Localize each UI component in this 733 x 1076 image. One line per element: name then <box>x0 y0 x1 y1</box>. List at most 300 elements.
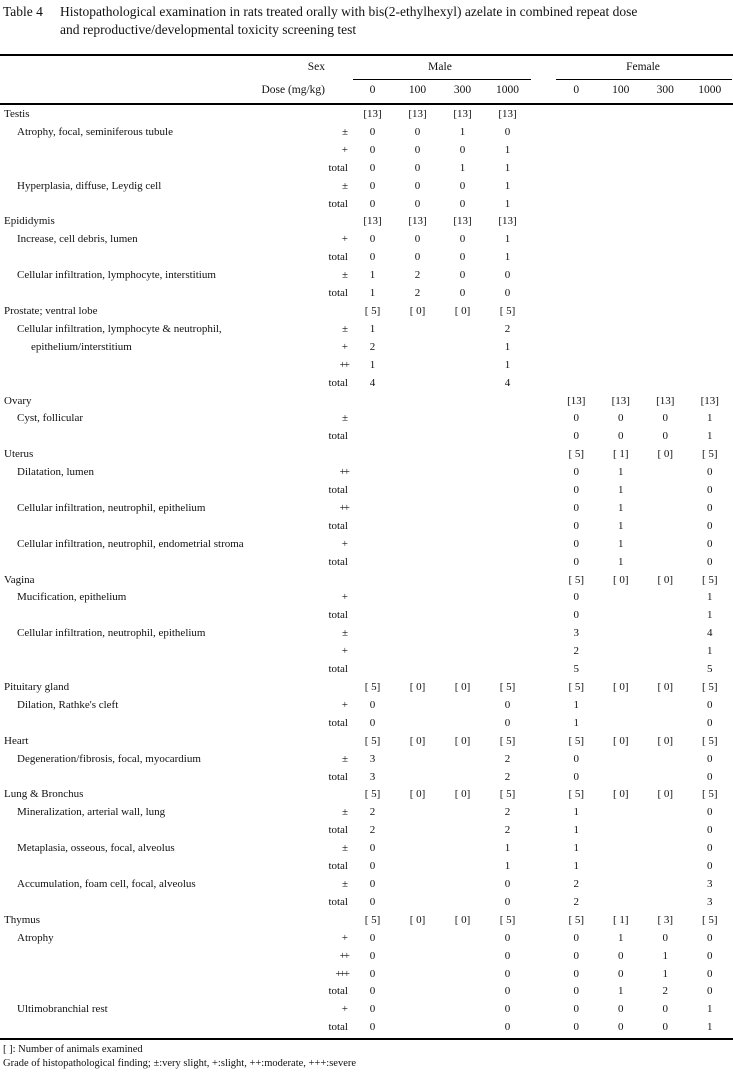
grade-cell: ++ <box>339 501 348 514</box>
grade-cell: total <box>328 197 348 210</box>
grade-cell <box>301 572 350 590</box>
grade-cell: total <box>328 555 348 568</box>
male-value-cell: [13] <box>453 215 472 228</box>
male-value-cell <box>395 1001 440 1019</box>
female-value-cell: 3 <box>707 895 713 908</box>
male-value-cell: 1 <box>459 125 466 138</box>
finding-label <box>0 769 301 787</box>
male-value-cell: 0 <box>459 269 466 282</box>
female-value-cell <box>643 375 688 393</box>
male-value-cell <box>350 643 395 661</box>
female-value-cell <box>599 231 644 249</box>
female-value-cell: 0 <box>573 537 579 550</box>
female-value-cell: 1 <box>573 698 579 711</box>
finding-label: Lung & Bronchus <box>4 788 84 801</box>
male-value-cell: 1 <box>504 161 511 174</box>
header-row-sex <box>0 59 733 76</box>
grade-cell <box>301 679 350 697</box>
finding-label: Ultimobranchial rest <box>17 1003 108 1016</box>
grade-cell: total <box>328 1021 348 1034</box>
group-gap <box>530 733 554 751</box>
male-value-cell: [ 5] <box>499 681 516 693</box>
male-value-cell: 0 <box>504 287 511 300</box>
group-gap <box>530 625 554 643</box>
table-row <box>0 267 733 285</box>
group-gap <box>530 249 554 267</box>
female-value-cell <box>599 840 644 858</box>
male-value-cell <box>485 661 530 679</box>
table-row <box>0 375 733 393</box>
male-value-cell <box>395 751 440 769</box>
female-value-cell <box>599 178 644 196</box>
male-value-cell <box>485 518 530 536</box>
finding-label <box>0 983 301 1001</box>
male-value-cell <box>395 339 440 357</box>
dose-label: Dose (mg/kg) <box>261 84 325 96</box>
male-value-cell <box>395 464 440 482</box>
grade-cell: + <box>341 931 348 944</box>
female-value-cell: [ 0] <box>657 573 674 586</box>
male-value-cell <box>440 751 485 769</box>
female-value-cell: [ 5] <box>568 734 585 747</box>
table-row <box>0 554 733 572</box>
group-gap <box>530 804 554 822</box>
table-row <box>0 983 733 1001</box>
male-value-cell <box>440 643 485 661</box>
female-value-cell: 0 <box>707 537 713 550</box>
male-value-cell: 2 <box>504 770 511 783</box>
finding-label: Dilation, Rathke's cleft <box>17 698 119 711</box>
male-value-cell: 0 <box>369 197 376 210</box>
finding-label <box>0 661 301 679</box>
female-value-cell <box>688 285 733 303</box>
finding-label: Atrophy, focal, seminiferous tubule <box>17 125 173 138</box>
table-row <box>0 804 733 822</box>
female-value-cell <box>688 303 733 321</box>
female-value-cell: 2 <box>573 645 579 658</box>
finding-label <box>0 375 301 393</box>
group-gap <box>530 106 554 124</box>
female-value-cell: 1 <box>618 466 624 479</box>
finding-label: Heart <box>4 734 29 747</box>
table-row <box>0 589 733 607</box>
finding-label: Mineralization, arterial wall, lung <box>17 806 166 819</box>
grade-cell: + <box>341 698 348 711</box>
male-value-cell: 1 <box>504 340 511 353</box>
grade-cell: ++ <box>339 358 348 371</box>
female-value-cell: 1 <box>618 501 624 514</box>
grade-cell: + <box>341 591 348 604</box>
male-value-cell <box>395 715 440 733</box>
female-value-cell: 0 <box>707 860 713 873</box>
female-value-cell: 1 <box>662 949 668 962</box>
female-value-cell <box>599 607 644 625</box>
female-value-cell <box>643 124 688 142</box>
male-value-cell <box>440 661 485 679</box>
female-value-cell <box>554 124 599 142</box>
footnote-brackets: [ ]: Number of animals examined <box>3 1044 143 1055</box>
finding-label: Ovary <box>4 394 32 407</box>
male-value-cell: 1 <box>504 179 511 192</box>
finding-label <box>0 428 301 446</box>
male-value-cell <box>395 804 440 822</box>
finding-label: Cellular infiltration, neutrophil, epithelium <box>17 627 206 640</box>
group-gap <box>530 786 554 804</box>
male-value-cell <box>395 446 440 464</box>
grade-cell <box>301 106 350 124</box>
female-value-cell: 1 <box>573 806 579 819</box>
male-value-cell: 0 <box>414 251 421 264</box>
finding-label: Testis <box>4 108 30 120</box>
female-value-cell: [13] <box>656 394 675 407</box>
male-value-cell: 2 <box>369 340 376 353</box>
male-value-cell: [ 0] <box>409 734 426 747</box>
male-value-cell <box>395 858 440 876</box>
group-gap <box>530 267 554 285</box>
female-value-cell <box>599 894 644 912</box>
male-value-cell: 0 <box>369 985 376 998</box>
group-gap <box>530 1001 554 1019</box>
female-value-cell: [ 0] <box>612 573 629 586</box>
male-value-cell: [13] <box>363 215 382 228</box>
male-dose-header: 1000 <box>496 84 519 96</box>
female-dose-header: 300 <box>656 84 674 96</box>
female-value-cell <box>599 697 644 715</box>
caption-line-1: Histopathological examination in rats treated orally with bis(2-ethylhexyl) azelate in combined repeat dose <box>60 4 638 19</box>
table-row <box>0 733 733 751</box>
male-value-cell <box>485 500 530 518</box>
female-value-cell <box>599 339 644 357</box>
male-value-cell <box>440 518 485 536</box>
female-value-cell <box>643 213 688 231</box>
male-value-cell <box>350 589 395 607</box>
male-value-cell: [ 5] <box>364 734 381 747</box>
female-value-cell <box>599 285 644 303</box>
grade-cell: + <box>341 233 348 246</box>
female-value-cell: [ 0] <box>612 734 629 747</box>
male-value-cell <box>440 840 485 858</box>
finding-label: Thymus <box>4 913 41 926</box>
female-value-cell: 0 <box>662 1021 668 1034</box>
group-gap <box>530 715 554 733</box>
male-value-cell <box>395 966 440 984</box>
footnote-grades: Grade of histopathological finding; ±:very slight, +:slight, ++:moderate, +++:severe <box>3 1057 357 1069</box>
male-value-cell: 1 <box>504 358 511 371</box>
female-value-cell <box>599 625 644 643</box>
female-value-cell: 0 <box>573 985 579 998</box>
grade-cell <box>301 303 350 321</box>
male-value-cell <box>440 589 485 607</box>
male-value-cell: [ 0] <box>454 913 471 926</box>
finding-label: Uterus <box>4 448 34 461</box>
male-value-cell: [ 5] <box>499 913 516 926</box>
finding-label <box>0 285 301 303</box>
table-row <box>0 124 733 142</box>
female-value-cell: 0 <box>573 555 579 568</box>
male-value-cell <box>395 357 440 375</box>
female-value-cell: 0 <box>707 698 713 711</box>
male-value-cell: 0 <box>504 949 511 962</box>
male-value-cell <box>440 715 485 733</box>
female-value-cell <box>643 106 688 124</box>
female-value-cell <box>554 321 599 339</box>
table-row <box>0 786 733 804</box>
male-value-cell <box>395 822 440 840</box>
grade-cell: ± <box>341 322 348 335</box>
finding-label <box>0 894 301 912</box>
female-value-cell <box>554 303 599 321</box>
finding-label <box>0 822 301 840</box>
group-gap <box>530 357 554 375</box>
grade-cell: ± <box>341 877 348 890</box>
female-value-cell: [ 5] <box>568 448 585 461</box>
female-value-cell: 1 <box>573 716 579 729</box>
male-value-cell: 0 <box>504 125 511 138</box>
male-value-cell: 1 <box>369 287 376 300</box>
male-value-cell <box>350 482 395 500</box>
male-value-cell: [13] <box>498 215 517 228</box>
female-value-cell: 3 <box>573 627 579 640</box>
finding-label <box>0 196 301 214</box>
female-value-cell: 1 <box>707 591 713 604</box>
female-value-cell <box>554 142 599 160</box>
sex-label: Sex <box>307 61 325 73</box>
table-row <box>0 339 733 357</box>
male-value-cell <box>350 518 395 536</box>
male-value-cell <box>395 375 440 393</box>
female-value-cell <box>643 339 688 357</box>
group-gap <box>530 518 554 536</box>
female-value-cell: [ 0] <box>657 681 674 693</box>
male-value-cell: [ 0] <box>454 788 471 801</box>
caption-line-2: and reproductive/developmental toxicity screening test <box>60 21 357 37</box>
female-value-cell: [13] <box>567 394 586 407</box>
female-value-cell: 1 <box>573 824 579 837</box>
male-dose-header: 100 <box>408 84 427 96</box>
grade-cell: + <box>341 143 348 156</box>
male-value-cell <box>395 321 440 339</box>
female-value-cell <box>599 661 644 679</box>
female-value-cell <box>643 464 688 482</box>
male-value-cell <box>350 393 395 411</box>
grade-cell: total <box>328 663 348 676</box>
finding-label: Cellular infiltration, neutrophil, endometrial stroma <box>17 537 244 550</box>
group-gap <box>530 321 554 339</box>
male-value-cell: 0 <box>369 967 376 980</box>
female-value-cell <box>643 196 688 214</box>
female-value-cell <box>554 213 599 231</box>
grade-cell: total <box>328 376 348 389</box>
male-value-cell <box>440 464 485 482</box>
male-value-cell: [ 0] <box>409 681 426 693</box>
male-value-cell <box>440 482 485 500</box>
table-row <box>0 679 733 697</box>
female-value-cell: 0 <box>707 466 713 479</box>
female-value-cell: 0 <box>662 931 668 944</box>
male-value-cell <box>395 589 440 607</box>
table-row <box>0 751 733 769</box>
male-value-cell <box>395 983 440 1001</box>
male-value-cell <box>350 428 395 446</box>
male-value-cell: 1 <box>459 161 466 174</box>
female-value-cell <box>688 106 733 124</box>
female-value-cell <box>643 285 688 303</box>
female-value-cell: 3 <box>707 877 713 890</box>
female-value-cell <box>688 375 733 393</box>
female-value-cell: 0 <box>707 824 713 837</box>
male-value-cell <box>350 554 395 572</box>
female-value-cell <box>643 715 688 733</box>
female-value-cell: [ 5] <box>701 734 718 747</box>
group-gap <box>530 142 554 160</box>
male-value-cell: 0 <box>369 860 376 873</box>
male-value-cell: 1 <box>504 143 511 156</box>
table-header <box>0 54 733 105</box>
group-gap <box>530 375 554 393</box>
male-value-cell: 0 <box>414 161 421 174</box>
male-value-cell: 0 <box>369 161 376 174</box>
male-value-cell <box>440 410 485 428</box>
female-value-cell <box>554 196 599 214</box>
grade-cell <box>301 912 350 930</box>
finding-label <box>0 554 301 572</box>
grade-cell: + <box>341 1003 348 1016</box>
finding-label: Mucification, epithelium <box>17 591 127 604</box>
male-value-cell: [ 5] <box>499 788 516 801</box>
male-value-cell: 0 <box>459 197 466 210</box>
male-value-cell <box>395 697 440 715</box>
male-value-cell: 3 <box>369 752 376 765</box>
finding-label <box>0 142 301 160</box>
table-row <box>0 1001 733 1019</box>
male-value-cell <box>440 339 485 357</box>
male-value-cell: 0 <box>504 967 511 980</box>
male-value-cell: 0 <box>504 1003 511 1016</box>
grade-cell: total <box>328 161 348 174</box>
male-value-cell <box>485 464 530 482</box>
male-value-cell <box>395 428 440 446</box>
female-value-cell: 0 <box>707 985 713 998</box>
male-value-cell: 2 <box>414 269 421 282</box>
female-value-cell <box>643 482 688 500</box>
female-value-cell: 0 <box>662 1003 668 1016</box>
group-gap <box>530 769 554 787</box>
female-value-cell: 0 <box>707 555 713 568</box>
female-value-cell: 0 <box>707 752 713 765</box>
finding-label <box>0 948 301 966</box>
female-value-cell: 1 <box>618 985 624 998</box>
female-value-cell <box>643 267 688 285</box>
female-value-cell: [13] <box>700 394 719 407</box>
male-value-cell <box>485 554 530 572</box>
male-value-cell: 2 <box>369 824 376 837</box>
female-value-cell <box>599 142 644 160</box>
male-value-cell: 1 <box>504 251 511 264</box>
table-row <box>0 410 733 428</box>
female-value-cell <box>554 267 599 285</box>
female-value-cell: 1 <box>618 519 624 532</box>
table-row <box>0 106 733 124</box>
female-value-cell: 0 <box>618 1003 624 1016</box>
male-value-cell <box>350 464 395 482</box>
female-value-cell <box>643 661 688 679</box>
female-value-cell <box>643 607 688 625</box>
male-value-cell <box>440 446 485 464</box>
male-value-cell: [ 0] <box>454 734 471 747</box>
female-value-cell: 0 <box>573 412 579 425</box>
male-value-cell <box>440 1019 485 1037</box>
finding-label: Metaplasia, osseous, focal, alveolus <box>17 842 175 855</box>
female-value-cell <box>599 196 644 214</box>
female-value-cell: 5 <box>573 663 579 676</box>
group-gap <box>530 572 554 590</box>
male-value-cell: 2 <box>504 322 511 335</box>
finding-label <box>0 357 301 375</box>
female-value-cell: 0 <box>707 842 713 855</box>
male-value-cell <box>395 554 440 572</box>
group-gap <box>530 464 554 482</box>
male-value-cell: [ 0] <box>409 913 426 926</box>
male-value-cell: 0 <box>414 125 421 138</box>
table-row <box>0 912 733 930</box>
female-value-cell <box>599 357 644 375</box>
male-value-cell <box>395 643 440 661</box>
finding-label <box>0 160 301 178</box>
grade-cell <box>301 733 350 751</box>
male-value-cell <box>440 697 485 715</box>
female-value-cell <box>643 804 688 822</box>
group-gap <box>530 697 554 715</box>
table-row <box>0 196 733 214</box>
female-value-cell: [ 1] <box>612 913 629 926</box>
male-value-cell: 1 <box>504 860 511 873</box>
male-group-underline <box>353 79 531 80</box>
grade-cell: total <box>328 519 348 532</box>
female-value-cell <box>554 357 599 375</box>
table-row <box>0 643 733 661</box>
female-value-cell: 0 <box>662 412 668 425</box>
grade-cell: total <box>328 895 348 908</box>
male-value-cell: 0 <box>369 143 376 156</box>
male-value-cell <box>395 410 440 428</box>
table-row <box>0 500 733 518</box>
group-gap <box>530 393 554 411</box>
male-value-cell: 4 <box>369 376 376 389</box>
finding-label: Cellular infiltration, neutrophil, epithelium <box>17 501 206 514</box>
table-row <box>0 858 733 876</box>
female-value-cell <box>643 500 688 518</box>
finding-label: Degeneration/fibrosis, focal, myocardium <box>17 752 201 765</box>
male-value-cell: 0 <box>504 698 511 711</box>
female-value-cell <box>688 142 733 160</box>
female-value-cell <box>688 249 733 267</box>
female-value-cell <box>643 894 688 912</box>
male-value-cell <box>485 536 530 554</box>
female-value-cell <box>599 160 644 178</box>
group-gap <box>530 410 554 428</box>
group-gap <box>530 661 554 679</box>
male-value-cell: 1 <box>369 358 376 371</box>
female-value-cell <box>643 697 688 715</box>
male-value-cell: [13] <box>408 108 427 120</box>
finding-label <box>0 1019 301 1037</box>
finding-label: Cyst, follicular <box>17 412 83 425</box>
male-value-cell: 0 <box>369 698 376 711</box>
male-value-cell: 2 <box>504 752 511 765</box>
male-value-cell: 0 <box>504 985 511 998</box>
male-value-cell <box>440 858 485 876</box>
female-value-cell: 0 <box>618 949 624 962</box>
